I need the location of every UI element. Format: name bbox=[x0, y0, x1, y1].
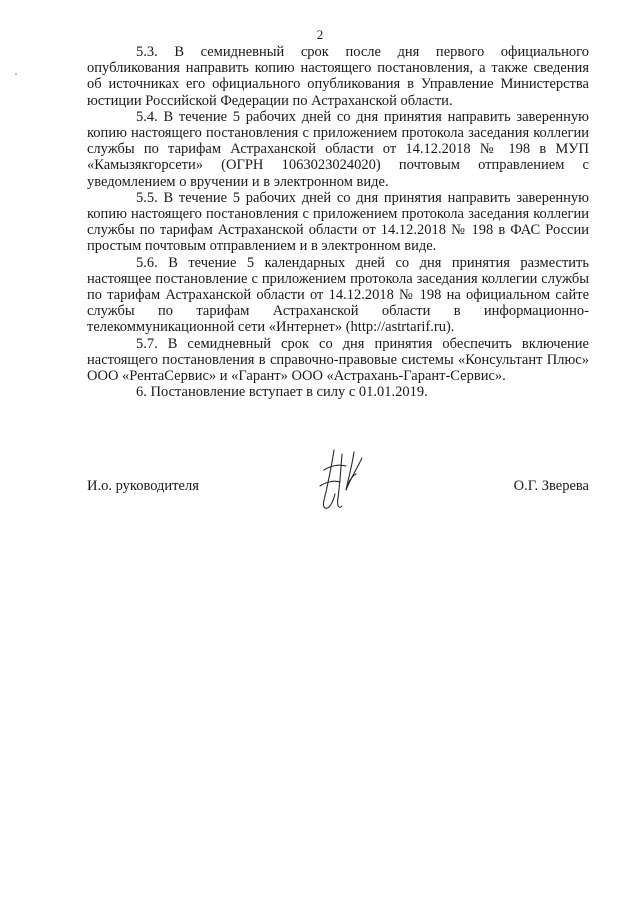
paragraph-5-7: 5.7. В семидневный срок со дня принятия обеспечить включение настоящего постановления в справочно-правовые системы «Консультант Плюс» ООО «РентаСервис» и «Гарант» ООО «Астрахань-Гарант-Сервис». bbox=[87, 335, 589, 385]
signatory-title: И.о. руководителя bbox=[87, 478, 199, 494]
paragraph-5-4: 5.4. В течение 5 рабочих дней со дня принятия направить заверенную копию настоящего постановления с приложением протокола заседания коллегии службы по тарифам Астраханской области от 14.12.2018 № 198 в МУП «Камызякгорсети» (ОГРН 1063023024020) почтовым отправлением с уведомлением о вручении и в электронном виде. bbox=[87, 108, 589, 190]
handwritten-signature-image bbox=[316, 446, 368, 516]
page-number: 2 bbox=[316, 27, 324, 42]
paragraph-6: 6. Постановление вступает в силу с 01.01.2019. bbox=[136, 384, 428, 401]
paragraph-5-3: 5.3. В семидневный срок после дня первого официального опубликования направить копию настоящего постановления, а также сведения об источниках его официального опубликования в Управление Министерства юстиции Российской Федерации по Астраханской области. bbox=[87, 44, 589, 109]
scan-speck bbox=[15, 73, 17, 75]
paragraph-5-6: 5.6. В течение 5 календарных дней со дня принятия разместить настоящее постановление с приложением протокола заседания коллегии службы по тарифам Астраханской области от 14.12.2018 № 198 на официальном сайте службы по тарифам Астраханской области в информационно-телекоммуникационной сети «Интернет» (http://astrtarif.ru). bbox=[87, 254, 589, 336]
paragraph-5-5: 5.5. В течение 5 рабочих дней со дня принятия направить заверенную копию настоящего постановления с приложением протокола заседания коллегии службы по тарифам Астраханской области от 14.12.2018 № 198 в ФАС России простым почтовым отправлением и в электронном виде. bbox=[87, 189, 589, 255]
document-body bbox=[87, 44, 589, 400]
signatory-name: О.Г. Зверева bbox=[513, 478, 589, 494]
